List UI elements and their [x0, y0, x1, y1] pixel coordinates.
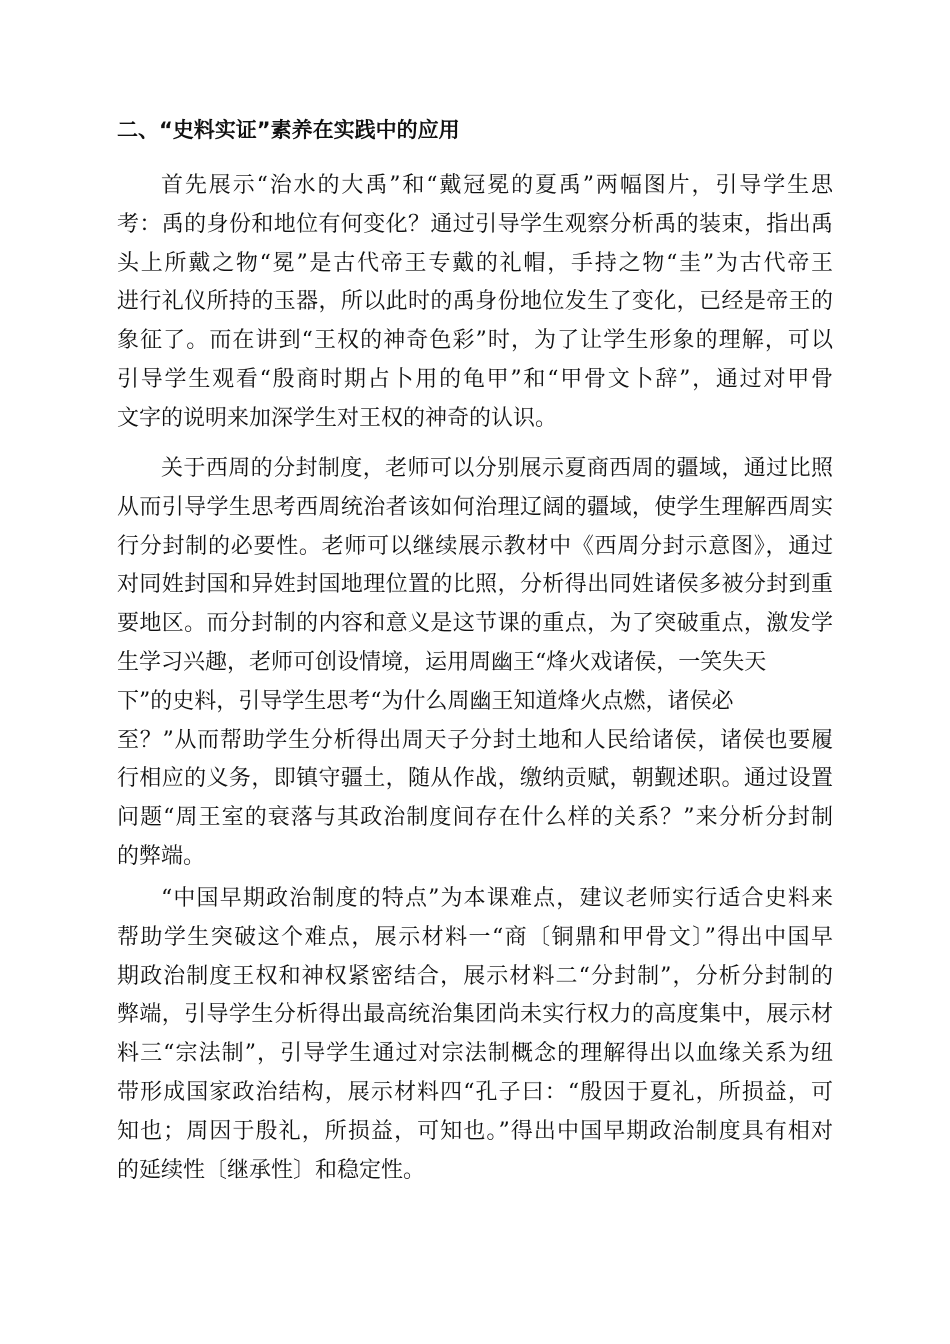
paragraph-line: 考：禹的身份和地位有何变化？通过引导学生观察分析禹的装束，指出禹	[117, 211, 833, 237]
paragraph-line: 至？”从而帮助学生分析得出周天子分封土地和人民给诸侯，诸侯也要履	[117, 727, 833, 753]
paragraph-line: 对同姓封国和异姓封国地理位置的比照，分析得出同姓诸侯多被分封到重	[117, 572, 833, 598]
section-heading: 二、“史料实证”素养在实践中的应用	[117, 118, 460, 142]
paragraph-line: 带形成国家政治结构，展示材料四“孔子曰：“殷因于夏礼，所损益，可	[117, 1079, 833, 1105]
paragraph-line: 关于西周的分封制度，老师可以分别展示夏商西周的疆域，通过比照	[161, 456, 833, 481]
paragraph-line: 弊端，引导学生分析得出最高统治集团尚未实行权力的高度集中，展示材	[117, 1002, 833, 1028]
paragraph-line: 引导学生观看“殷商时期占卜用的龟甲”和“甲骨文卜辞”，通过对甲骨	[117, 366, 833, 392]
paragraph-line: 帮助学生突破这个难点，展示材料一“商〔铜鼎和甲骨文〕”得出中国早	[117, 924, 833, 950]
paragraph-line: 的延续性〔继承性〕和稳定性。	[117, 1157, 426, 1183]
paragraph-fenfeng	[117, 450, 833, 877]
paragraph-line: 文字的说明来加深学生对王权的神奇的认识。	[117, 405, 558, 431]
paragraph-line: 知也；周因于殷礼，所损益，可知也。”得出中国早期政治制度具有相对	[117, 1118, 833, 1144]
paragraph-line: 期政治制度王权和神权紧密结合，展示材料二“分封制”，分析分封制的	[117, 963, 833, 989]
paragraph-line: 料三“宗法制”，引导学生通过对宗法制概念的理解得出以血缘关系为纽	[117, 1041, 833, 1067]
paragraph-line: 行分封制的必要性。老师可以继续展示教材中《西周分封示意图》，通过	[117, 533, 833, 559]
paragraph-line: 首先展示“治水的大禹”和“戴冠冕的夏禹”两幅图片，引导学生思	[161, 173, 833, 198]
paragraph-line: 从而引导学生思考西周统治者该如何治理辽阔的疆域，使学生理解西周实	[117, 494, 833, 520]
paragraph-line: 下”的史料，引导学生思考“为什么周幽王知道烽火点燃，诸侯必	[117, 688, 734, 714]
paragraph-line: 象征了。而在讲到“王权的神奇色彩”时，为了让学生形象的理解，可以	[117, 328, 833, 354]
paragraph-line: 行相应的义务，即镇守疆土，随从作战，缴纳贡赋，朝觐述职。通过设置	[117, 766, 833, 792]
paragraph-line: 的弊端。	[117, 843, 206, 869]
paragraph-line: 要地区。而分封制的内容和意义是这节课的重点，为了突破重点，激发学	[117, 611, 833, 637]
paragraph-line: 头上所戴之物“冕”是古代帝王专戴的礼帽，手持之物“圭”为古代帝王	[117, 250, 833, 276]
paragraph-line: 生学习兴趣，老师可创设情境，运用周幽王“烽火戏诸侯，一笑失天	[117, 649, 767, 675]
paragraph-line: 进行礼仪所持的玉器，所以此时的禹身份地位发生了变化，已经是帝王的	[117, 289, 833, 315]
paragraph-line: “中国早期政治制度的特点”为本课难点，建议老师实行适合史料来	[161, 886, 833, 911]
paragraph-dayu	[117, 167, 833, 439]
paragraph-line: 问题“周王室的衰落与其政治制度间存在什么样的关系？”来分析分封制	[117, 805, 833, 831]
paragraph-tedian	[117, 880, 833, 1190]
